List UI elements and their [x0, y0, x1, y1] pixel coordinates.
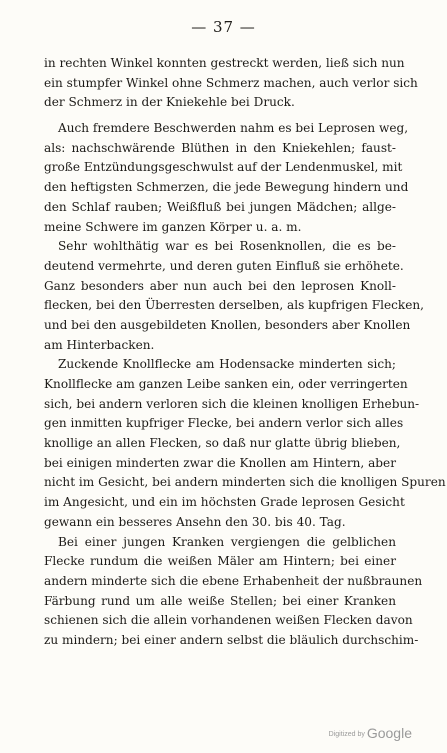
text-line: knollige an allen Flecken, so daß nur glatte übrig blieben, [44, 436, 401, 451]
text-line: nicht im Gesicht, bei andern minderten sich die knolligen Spuren [44, 475, 446, 490]
text-line: Ganz besonders aber nun auch bei den leprosen Knoll- [44, 278, 396, 293]
text-line: Auch fremdere Beschwerden nahm es bei Leprosen weg, [58, 121, 409, 136]
text-line: Knollflecke am ganzen Leibe sanken ein, oder verringerten [44, 377, 408, 391]
text-line: meine Schwere im ganzen Körper u. a. m. [44, 219, 302, 234]
text-line: Färbung rund um alle weiße Stellen; bei einer Kranken [44, 593, 396, 608]
text-line: den Schlaf rauben; Weißfluß bei jungen Mädchen; allge- [44, 199, 396, 214]
text-line: gewann ein besseres Ansehn den 30. bis 40. Tag. [44, 514, 346, 529]
digitized-label: Digitized by [328, 730, 365, 738]
text-line: Bei einer jungen Kranken vergiengen die gelblichen [58, 534, 396, 549]
text-line: große Entzündungsgeschwulst auf der Lendenmuskel, mit [44, 160, 403, 175]
text-line: in rechten Winkel konnten gestreckt werden, ließ sich nun [44, 56, 405, 70]
text-line: bei einigen minderten zwar die Knollen am Hintern, aber [44, 455, 396, 470]
text-line: als: nachschwärende Blüthen in den Kniekehlen; faust- [44, 140, 396, 155]
text-line: sich, bei andern verloren sich die kleinen knolligen Erhebun- [44, 396, 420, 411]
page-number: — 37 — [191, 18, 256, 36]
text-line: Sehr wohlthätig war es bei Rosenknollen, die es be- [58, 239, 396, 254]
text-line: ein stumpfer Winkel ohne Schmerz machen, auch verlor sich [44, 75, 418, 90]
text-line: gen inmitten kupfriger Flecke, bei andern verlor sich alles [44, 416, 404, 431]
text-line: deutend vermehrte, und deren guten Einfluß sie erhöhete. [44, 258, 404, 273]
body-text [44, 54, 446, 651]
google-logo-text: Google [366, 725, 412, 741]
text-line: der Schmerz in der Kniekehle bei Druck. [44, 95, 295, 110]
text-line: den heftigsten Schmerzen, die jede Bewegung hindern und [44, 180, 409, 195]
text-line: Zuckende Knollflecke am Hodensacke minderten sich; [58, 357, 396, 372]
text-line: flecken, bei den Überresten derselben, als kupfrigen Flecken, [44, 298, 425, 313]
text-line: andern minderte sich die ebene Erhabenheit der nußbraunen [44, 573, 423, 588]
text-line: schienen sich die allein vorhandenen weißen Flecken davon [44, 613, 413, 628]
text-line: Flecke rundum die weißen Mäler am Hintern; bei einer [44, 554, 396, 569]
text-line: am Hinterbacken. [44, 337, 155, 352]
text-line: im Angesicht, und ein im höchsten Grade leprosen Gesicht [44, 495, 405, 510]
text-line: zu mindern; bei einer andern selbst die bläulich durchschim- [44, 632, 419, 647]
text-line: und bei den ausgebildeten Knollen, besonders aber Knollen [44, 317, 411, 332]
digitized-watermark [329, 725, 412, 741]
